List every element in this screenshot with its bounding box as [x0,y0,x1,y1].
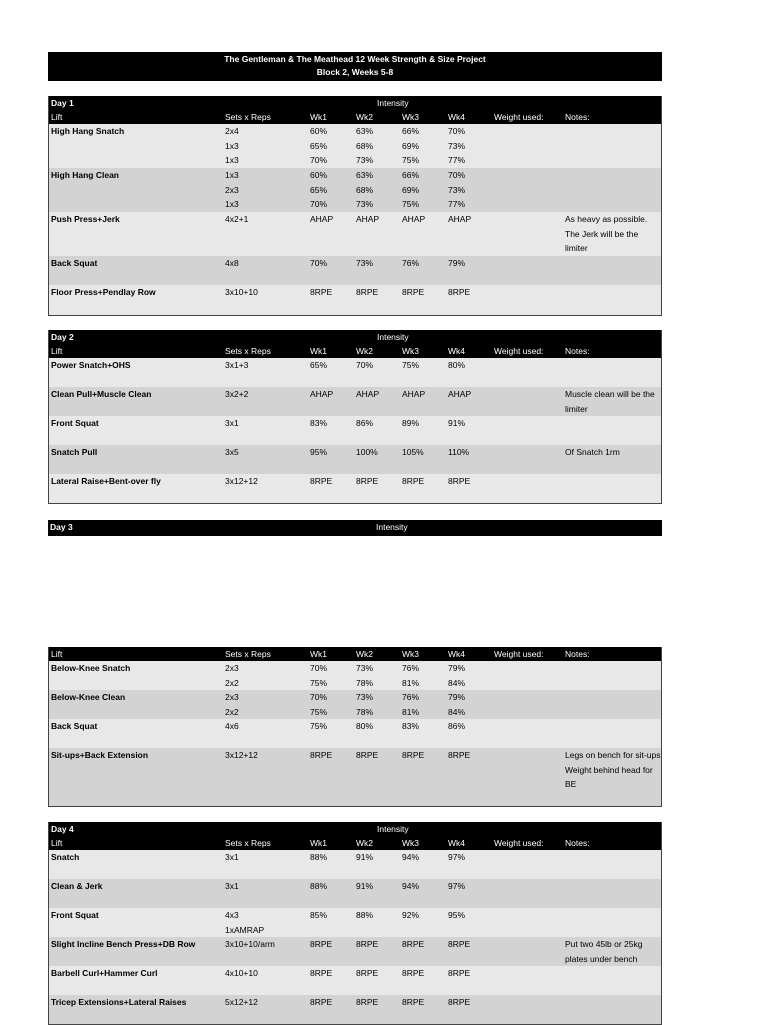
column-headers [49,345,661,358]
sets-reps: 1x3 [225,140,239,151]
day1-rows [49,124,661,315]
day3-rows [49,661,661,806]
lift-name: Below-Knee Clean [51,692,126,702]
col-wk3: Wk3 [402,346,419,356]
wk1-value: 8RPE [310,476,333,486]
table-row [49,937,661,966]
row-notes: Legs on bench for sit-ups Weight behind head for BE [565,750,661,789]
wk2-value: 8RPE [356,750,379,760]
wk4-value: 8RPE [448,997,471,1007]
wk1-value: 75% [310,677,328,688]
intensity-label: Intensity [376,522,408,532]
sets-reps: 1x3 [225,155,239,165]
wk3-value: 8RPE [402,750,425,760]
table-row [49,995,661,1024]
wk3-value: AHAP [402,389,426,399]
lift-name: Floor Press+Pendlay Row [51,287,156,297]
col-wk1: Wk1 [310,112,327,122]
lift-name: Tricep Extensions+Lateral Raises [51,997,187,1007]
lift-name: Barbell Curl+Hammer Curl [51,968,158,978]
col-weight-used: Weight used: [494,112,544,122]
wk3-value: 76% [402,258,420,268]
wk2-value: 73% [356,199,374,209]
wk3-value: 8RPE [402,997,425,1007]
wk1-value: 75% [310,706,328,717]
wk3-value: 81% [402,677,420,688]
col-wk1: Wk1 [310,346,327,356]
col-wk2: Wk2 [356,649,373,659]
column-headers [49,648,661,661]
table-row [49,474,661,503]
wk3-value: 76% [402,663,420,673]
day1-header [49,96,661,124]
lift-name: Clean Pull+Muscle Clean [51,389,152,399]
wk3-value: 8RPE [402,968,425,978]
intensity-label: Intensity [377,332,409,342]
day4-section [48,822,662,1025]
col-weight-used: Weight used: [494,838,544,848]
col-wk4: Wk4 [448,346,465,356]
col-notes: Notes: [565,112,590,122]
wk1-value: 75% [310,721,328,731]
sets-reps: 3x10+10/arm [225,939,275,949]
sets-reps: 3x1+3 [225,360,249,370]
sets-reps: 3x12+12 [225,476,258,486]
sets-reps: 2x3 [225,692,239,702]
wk1-value: 83% [310,418,328,428]
wk3-value: 8RPE [402,476,425,486]
wk2-value: 73% [356,155,374,165]
wk2-value: 8RPE [356,939,379,949]
lift-name: Back Squat [51,258,98,268]
table-row [49,416,661,445]
table-row [49,445,661,474]
wk4-value: 8RPE [448,287,471,297]
lift-name: Power Snatch+OHS [51,360,131,370]
lift-name: Below-Knee Snatch [51,663,131,673]
wk1-value: AHAP [310,214,334,224]
wk3-value: 105% [402,447,424,457]
col-wk1: Wk1 [310,649,327,659]
wk4-value: 77% [448,155,466,165]
table-row [49,719,661,748]
sets-reps: 1xAMRAP [225,924,265,935]
wk4-value: 70% [448,126,466,136]
wk3-value: 69% [402,184,420,195]
wk3-value: 66% [402,126,420,136]
wk3-value: 8RPE [402,939,425,949]
table-row [49,358,661,387]
lift-name: High Hang Snatch [51,126,125,136]
wk2-value: 70% [356,360,374,370]
intensity-label: Intensity [377,824,409,834]
wk2-value: AHAP [356,389,380,399]
day2-header [49,330,661,358]
wk2-value: 8RPE [356,476,379,486]
wk1-value: 65% [310,140,328,151]
lift-name: Front Squat [51,418,99,428]
table-row [49,661,661,690]
wk3-value: 92% [402,910,420,920]
wk1-value: 88% [310,852,328,862]
wk4-value: 110% [448,447,470,457]
wk3-value: 69% [402,140,420,151]
table-row [49,850,661,879]
table-row [49,879,661,908]
wk4-value: 70% [448,170,466,180]
sets-reps: 3x1 [225,852,239,862]
sets-reps: 4x8 [225,258,239,268]
wk1-value: 65% [310,360,328,370]
table-row [49,256,661,285]
sets-reps: 3x12+12 [225,750,258,760]
wk4-value: 8RPE [448,968,471,978]
sheet-title [48,52,662,81]
day3-section [48,647,662,807]
day3-column-header [49,647,661,661]
col-lift: Lift [51,112,63,122]
wk4-value: AHAP [448,389,472,399]
wk4-value: 77% [448,199,466,209]
col-wk2: Wk2 [356,838,373,848]
wk1-value: 8RPE [310,750,333,760]
col-sets: Sets x Reps [225,838,271,848]
intensity-label: Intensity [377,98,409,108]
col-notes: Notes: [565,838,590,848]
day3-label: Day 3 [50,522,73,532]
lift-name: Clean & Jerk [51,881,103,891]
wk2-value: 78% [356,677,374,688]
wk2-value: 100% [356,447,378,457]
col-wk4: Wk4 [448,649,465,659]
wk1-value: 85% [310,910,328,920]
col-lift: Lift [51,346,63,356]
wk1-value: 8RPE [310,968,333,978]
col-wk3: Wk3 [402,838,419,848]
wk2-value: 63% [356,170,374,180]
col-wk1: Wk1 [310,838,327,848]
row-notes: Of Snatch 1rm [565,447,620,457]
wk2-value: 91% [356,852,374,862]
col-weight-used: Weight used: [494,649,544,659]
wk4-value: 80% [448,360,466,370]
sets-reps: 2x4 [225,126,239,136]
table-row [49,908,661,937]
day2-section [48,330,662,504]
col-wk3: Wk3 [402,112,419,122]
wk1-value: 60% [310,170,328,180]
wk2-value: 68% [356,140,374,151]
title-line-1: The Gentleman & The Meathead 12 Week Strength & Size Project [224,54,486,64]
col-wk3: Wk3 [402,649,419,659]
col-lift: Lift [51,649,63,659]
wk2-value: 73% [356,258,374,268]
wk3-value: 76% [402,692,420,702]
sets-reps: 2x3 [225,184,239,195]
day1-section [48,96,662,316]
sets-reps: 5x12+12 [225,997,258,1007]
wk3-value: 75% [402,360,420,370]
day4-header [49,822,661,850]
col-lift: Lift [51,838,63,848]
wk1-value: 88% [310,881,328,891]
sets-reps: 2x2 [225,706,239,717]
sets-reps: 1x3 [225,199,239,209]
sets-reps: 2x2 [225,677,239,688]
wk1-value: 70% [310,199,328,209]
wk2-value: 8RPE [356,287,379,297]
wk2-value: 86% [356,418,374,428]
day2-label: Day 2 [51,332,74,342]
wk3-value: 75% [402,199,420,209]
column-headers [49,837,661,850]
wk4-value: 73% [448,140,466,151]
wk4-value: 84% [448,706,466,717]
wk1-value: 8RPE [310,287,333,297]
row-notes: Put two 45lb or 25kg plates under bench [565,939,643,964]
lift-name: High Hang Clean [51,170,120,180]
sets-reps: 1x3 [225,170,239,180]
lift-name: Lateral Raise+Bent-over fly [51,476,161,486]
wk4-value: 8RPE [448,939,471,949]
wk1-value: 95% [310,447,328,457]
lift-name: Sit-ups+Back Extension [51,750,149,760]
row-notes: As heavy as possible. The Jerk will be the limiter [565,214,648,253]
wk2-value: 91% [356,881,374,891]
wk4-value: 84% [448,677,466,688]
col-wk2: Wk2 [356,112,373,122]
wk3-value: 89% [402,418,420,428]
wk1-value: AHAP [310,389,334,399]
wk4-value: 79% [448,663,466,673]
sets-reps: 3x1 [225,418,239,428]
col-wk4: Wk4 [448,838,465,848]
sets-reps: 3x10+10 [225,287,258,297]
table-row [49,168,661,212]
sets-reps: 4x2+1 [225,214,249,224]
table-row [49,690,661,719]
day4-rows [49,850,661,1024]
wk2-value: 73% [356,692,374,702]
lift-name: Push Press+Jerk [51,214,120,224]
wk1-value: 70% [310,663,328,673]
sets-reps: 3x1 [225,881,239,891]
wk2-value: 78% [356,706,374,717]
wk2-value: 88% [356,910,374,920]
wk4-value: 79% [448,692,466,702]
col-notes: Notes: [565,649,590,659]
sets-reps: 2x3 [225,663,239,673]
wk4-value: 97% [448,881,466,891]
title-line-2: Block 2, Weeks 5-8 [316,67,394,77]
sets-reps: 3x5 [225,447,239,457]
wk4-value: 73% [448,184,466,195]
wk3-value: 83% [402,721,420,731]
col-sets: Sets x Reps [225,112,271,122]
wk3-value: 75% [402,155,420,165]
table-row [49,124,661,168]
wk4-value: 91% [448,418,466,428]
col-sets: Sets x Reps [225,649,271,659]
col-weight-used: Weight used: [494,346,544,356]
wk3-value: 8RPE [402,287,425,297]
wk4-value: 79% [448,258,466,268]
wk1-value: 70% [310,258,328,268]
wk4-value: 86% [448,721,466,731]
sets-reps: 4x10+10 [225,968,258,978]
wk3-value: 94% [402,852,420,862]
wk2-value: 68% [356,184,374,195]
wk2-value: 8RPE [356,997,379,1007]
wk4-value: AHAP [448,214,472,224]
wk1-value: 65% [310,184,328,195]
wk2-value: 63% [356,126,374,136]
wk1-value: 8RPE [310,997,333,1007]
col-sets: Sets x Reps [225,346,271,356]
wk4-value: 95% [448,910,466,920]
table-row [49,387,661,416]
wk4-value: 8RPE [448,750,471,760]
day4-label: Day 4 [51,824,74,834]
lift-name: Snatch [51,852,80,862]
wk3-value: 81% [402,706,420,717]
wk3-value: AHAP [402,214,426,224]
wk4-value: 8RPE [448,476,471,486]
wk2-value: 73% [356,663,374,673]
table-row [49,285,661,315]
day2-rows [49,358,661,503]
lift-name: Snatch Pull [51,447,98,457]
sets-reps: 3x2+2 [225,389,249,399]
wk4-value: 97% [448,852,466,862]
day1-label: Day 1 [51,98,74,108]
wk3-value: 94% [402,881,420,891]
row-notes: Muscle clean will be the limiter [565,389,655,414]
wk2-value: AHAP [356,214,380,224]
sets-reps: 4x6 [225,721,239,731]
wk3-value: 66% [402,170,420,180]
col-wk4: Wk4 [448,112,465,122]
table-row [49,748,661,806]
wk1-value: 70% [310,155,328,165]
wk1-value: 60% [310,126,328,136]
day3-header [48,520,662,536]
col-wk2: Wk2 [356,346,373,356]
column-headers [49,111,661,124]
wk2-value: 8RPE [356,968,379,978]
table-row [49,212,661,256]
wk1-value: 8RPE [310,939,333,949]
lift-name: Front Squat [51,910,99,920]
sets-reps: 4x3 [225,910,239,920]
lift-name: Slight Incline Bench Press+DB Row [51,939,196,949]
lift-name: Back Squat [51,721,98,731]
table-row [49,966,661,995]
wk2-value: 80% [356,721,374,731]
col-notes: Notes: [565,346,590,356]
wk1-value: 70% [310,692,328,702]
